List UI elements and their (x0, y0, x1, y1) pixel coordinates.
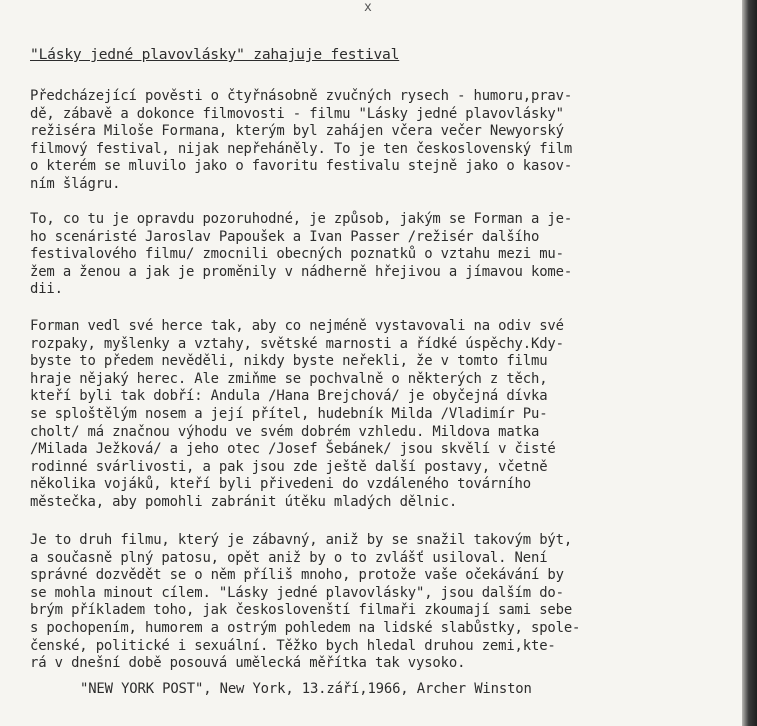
paragraph-3 (30, 318, 564, 512)
text-line: čenské, politické i sexuální. Těžko bych hledal druhou zemi,kte- (30, 637, 556, 654)
text-line: o kterém se mluvilo jako o favoritu festivalu stejně jako o kasov- (30, 158, 573, 175)
text-line: byste to předem nevěděli, nikdy byste neřekli, že v tomto filmu (30, 353, 548, 370)
paragraph-2 (30, 211, 572, 299)
text-line: Je to druh filmu, který je zábavný, aniž by se snažil takovým být, (30, 532, 573, 548)
text-line: festivalového filmu/ zmocnili obecných poznatků o vztahu mezi mu- (30, 246, 564, 263)
text-line: Předcházející pověsti o čtyřnásobně zvučných rysech - humoru,prav- (30, 88, 573, 104)
paragraph-4 (30, 532, 580, 673)
paragraph-1 (30, 88, 572, 194)
text-line: /Milada Ježková/ a jeho otec /Josef Šebánek/ jsou skvělí v čisté (30, 441, 556, 458)
text-line: rodinné svárlivosti, a pak jsou zde ještě další postavy, včetně (30, 458, 548, 475)
source-signature: "NEW YORK POST", New York, 13.září,1966, Archer Winston (80, 681, 532, 697)
text-line: několika vojáků, kteří byli přivedeni do vzdáleného továrního (30, 476, 531, 493)
text-line: ním šlágru. (30, 175, 121, 192)
text-line: se sploštělým nosem a její přítel, hudebník Milda /Vladimír Pu- (30, 405, 548, 422)
text-line: dii. (30, 281, 63, 298)
text-line: filmový festival, nijak nepřeháněly. To je ten československý film (30, 140, 573, 157)
text-line: režiséra Miloše Formana, kterým byl zahájen včera večer Newyorský (30, 123, 564, 140)
article-title: "Lásky jedné plavovlásky" zahajuje festival (30, 46, 400, 63)
text-line: žem a ženou a jak je proměnily v nádherně hřejivou a jímavou kome- (30, 263, 573, 280)
text-line: se mohla minout cílem. "Lásky jedné plavovlásky", jsou dalším do- (30, 584, 564, 601)
text-line: a současně plný patosu, opět aniž by o to zvlášť usiloval. Není (30, 549, 548, 566)
text-line: městečka, aby pomohli zabránit útěku mladých dělnic. (30, 493, 458, 510)
page-edge-shadow (742, 0, 757, 726)
text-line: s pochopením, humorem a ostrým pohledem na lidské slabůstky, spole- (30, 619, 581, 636)
text-line: správné dozvědět se o něm příliš mnoho, protože vaše očekávání by (30, 567, 564, 584)
text-line: brým příkladem toho, jak českoslovenští filmaři zkoumají sami sebe (30, 602, 573, 619)
text-line: To, co tu je opravdu pozoruhodné, je způsob, jakým se Forman a je- (30, 211, 573, 227)
text-line: rozpaky, myšlenky a vztahy, světské marnosti a řídké úspěchy.Kdy- (30, 335, 564, 352)
page-mark: x (364, 0, 372, 15)
text-line: dě, zábavě a dokonce filmovosti - filmu "Lásky jedné plavovlásky" (30, 105, 564, 122)
text-line: cholt/ má značnou výhodu ve svém dobrém vzhledu. Mildova matka (30, 423, 540, 440)
text-line: hraje nějaký herec. Ale zmiňme se pochvalně o některých z těch, (30, 370, 548, 387)
text-line: Forman vedl své herce tak, aby co nejméně vystavovali na odiv své (30, 318, 564, 334)
text-line: kteří byli tak dobří: Andula /Hana Brejchová/ je obyčejná dívka (30, 388, 548, 405)
text-line: ho scenáristé Jaroslav Papoušek a Ivan Passer /režisér dalšího (30, 228, 540, 245)
text-line: rá v dnešní době posouvá umělecká měřítka tak vysoko. (30, 655, 466, 672)
